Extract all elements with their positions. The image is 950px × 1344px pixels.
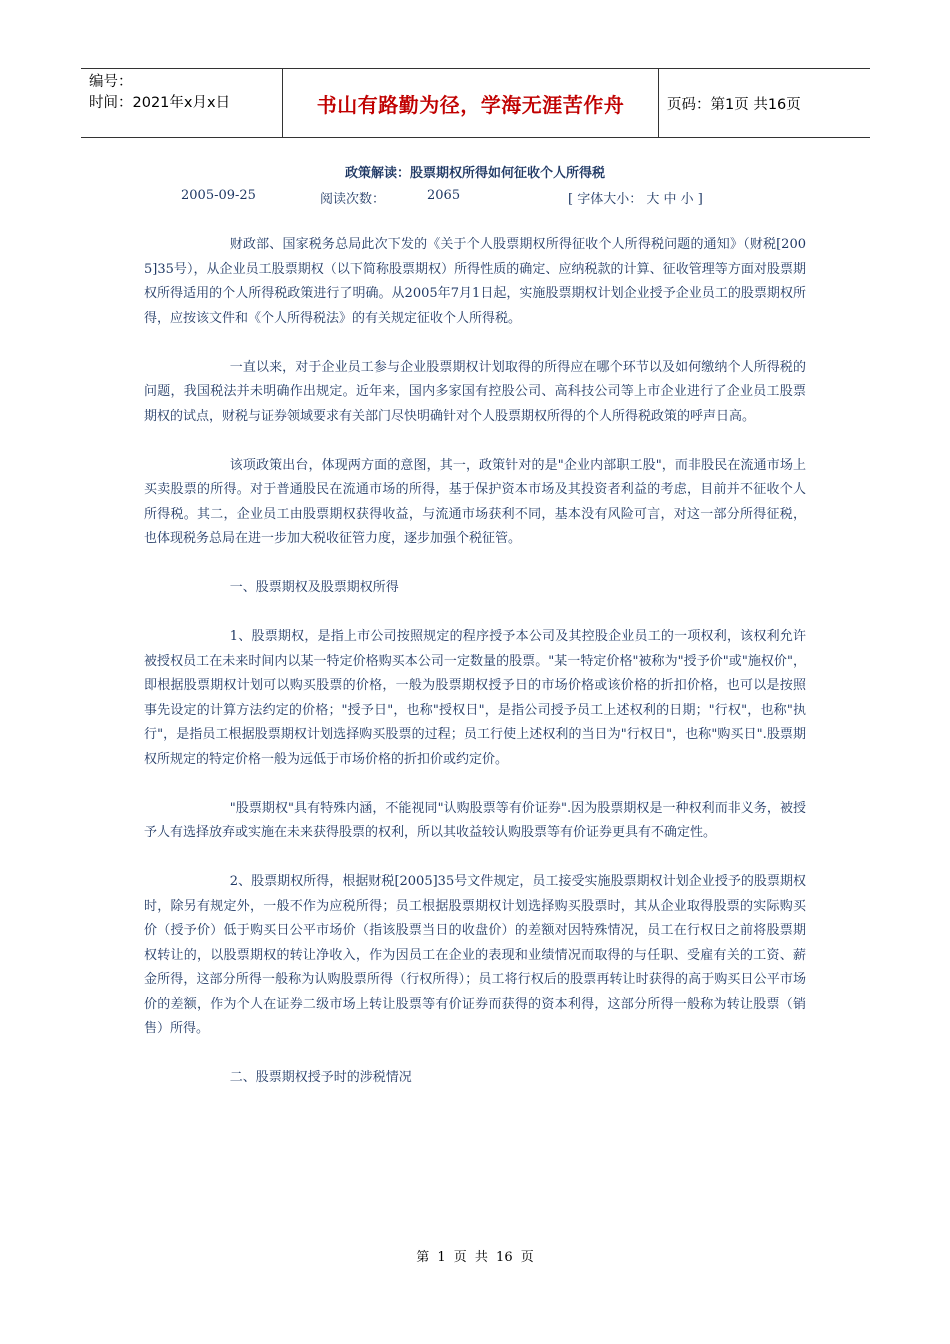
paragraph: 该项政策出台，体现两方面的意图，其一，政策针对的是"企业内部职工股"，而非股民在流通市场上买卖股票的所得。对于普通股民在流通市场的所得，基于保护资本市场及其投资者利益的考虑，目前并不征收个人所得税。其二，企业员工由股票期权获得收益，与流通市场获利不同，基本没有风险可言，对这一部分所得征税，也体现税务总局在进一步加大税收征管力度，逐步加强个税征管。 [144,457,806,546]
article-date: 2005-09-25 [181,188,256,203]
paragraph: 1、股票期权，是指上市公司按照规定的程序授予本公司及其控股企业员工的一项权利，该权利允许被授权员工在未来时间内以某一特定价格购买本公司一定数量的股票。"某一特定价格"被称为"授予价"或"施权价"，即根据股票期权计划可以购买股票的价格，一般为股票期权授予日的市场价格或该价格的折扣价格，也可以是按照事先设定的计算方法约定的价格；"授予日"，也称"授权日"，是指公司授予员工上述权利的日期；"行权"，也称"执行"，是指员工根据股票期权计划选择购买股票的过程；员工行使上述权利的当日为"行权日"，也称"购买日".股票期权所规定的特定价格一般为远低于市场价格的折扣价或约定价。 [144,629,806,767]
header-meta [81,69,282,137]
page-footer: 第 1 页 共 16 页 [416,1250,534,1265]
paragraph: 一直以来，对于企业员工参与企业股票期权计划取得的所得应在哪个环节以及如何缴纳个人所得税的问题，我国税法并未明确作出规定。近年来，国内多家国有控股公司、高科技公司等上市企业进行了企业员工股票期权的试点，财税与证券领域要求有关部门尽快明确针对个人股票期权所得的个人所得税政策的呼声日高。 [144,359,806,424]
header-page-number: 页码：第1页 共16页 [667,96,801,113]
paragraph: 2、股票期权所得，根据财税[2005]35号文件规定，员工接受实施股票期权计划企业授予的股票期权时，除另有规定外，一般不作为应税所得；员工根据股票期权计划选择购买股票时，其从企业取得股票的实际购买价（授予价）低于购买日公平市场价（指该股票当日的收盘价）的差额对因特殊情况，员工在行权日之前将股票期权转让的，以股票期权的转让净收入，作为因员工在企业的表现和业绩情况而取得的与任职、受雇有关的工资、薪金所得，这部分所得一般称为认购股票所得（行权所得）；员工将行权后的股票再转让时获得的高于购买日公平市场价的差额，作为个人在证券二级市场上转让股票等有价证券而获得的资本利得，这部分所得一般称为转让股票（销售）所得。 [144,874,806,1036]
read-count-value: 2065 [427,188,461,203]
font-size-controls[interactable]: [ 字体大小： 大 中 小 ] [568,192,703,207]
read-count-label: 阅读次数： [320,192,386,207]
article-body [144,233,806,1115]
document-number-label: 编号： [89,74,133,90]
page-header [81,68,870,138]
paragraph: 财政部、国家税务总局此次下发的《关于个人股票期权所得征收个人所得税问题的通知》（财税[2005]35号），从企业员工股票期权（以下简称股票期权）所得性质的确定、应纳税款的计算、征收管理等方面对股票期权所得适用的个人所得税政策进行了明确。从2005年7月1日起，实施股票期权计划企业授予企业员工的股票期权所得，应按该文件和《个人所得税法》的有关规定征收个人所得税。 [144,237,806,326]
header-motto: 书山有路勤为径，学海无涯苦作舟 [282,69,659,137]
section-heading: 一、股票期权及股票期权所得 [229,580,399,595]
article-title: 政策解读：股票期权所得如何征收个人所得税 [344,166,605,181]
paragraph: "股票期权"具有特殊内涵，不能视同"认购股票等有价证券".因为股票期权是一种权利而非义务，被授予人有选择放弃或实施在未来获得股票的权利，所以其收益较认购股票等有价证券更具有不确定性。 [144,800,806,840]
section-heading: 二、股票期权授予时的涉税情况 [229,1070,412,1085]
document-date: 时间：2021年x月x日 [89,95,231,111]
